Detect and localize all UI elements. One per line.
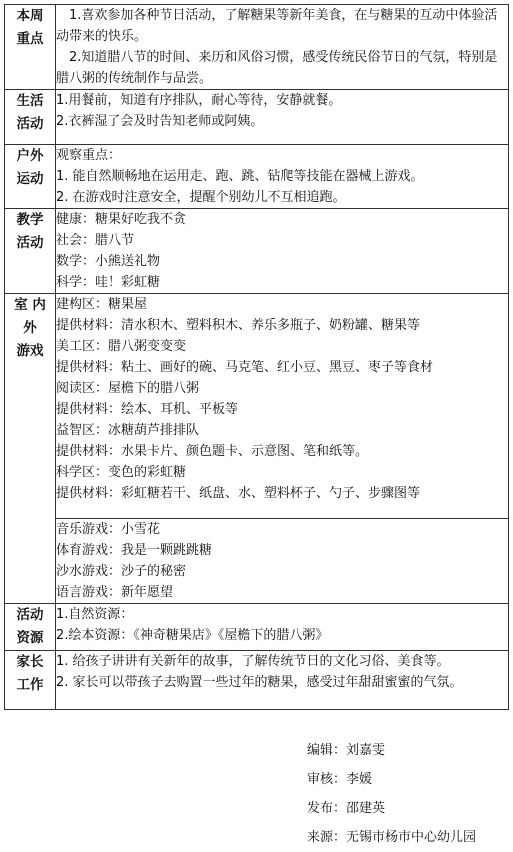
label-teaching-activity: 教学 活动 bbox=[5, 209, 56, 294]
label-outdoor-sport: 户外 运动 bbox=[5, 145, 56, 209]
source-credit: 来源：无锡市杨市中心幼儿园 bbox=[307, 830, 477, 845]
row-outdoor-games bbox=[5, 519, 509, 604]
content-area-games bbox=[56, 294, 509, 519]
row-activity-resources bbox=[5, 604, 509, 651]
weekly-plan-table bbox=[4, 4, 509, 710]
content-life-activity bbox=[56, 90, 509, 145]
teaching-line-2: 社会：腊八节 bbox=[56, 233, 135, 248]
label-life-activity: 生活 活动 bbox=[5, 90, 56, 145]
outdoor-line-1: 观察重点： bbox=[56, 148, 122, 163]
row-outdoor-sport bbox=[5, 145, 509, 209]
life-line-1: 1.用餐前，知道有序排队，耐心等待，安静就餐。 bbox=[56, 93, 342, 108]
label-weekly-focus: 本周 重点 bbox=[5, 5, 56, 90]
label-games: 室 内 外 游戏 bbox=[5, 294, 56, 604]
teaching-line-1: 健康：糖果好吃我不贪 bbox=[56, 212, 187, 227]
label-parent-work: 家长 工作 bbox=[5, 651, 56, 710]
parent-line-2: 2. 家长可以带孩子去购置一些过年的糖果，感受过年甜甜蜜蜜的气氛。 bbox=[56, 675, 463, 690]
row-indoor-games bbox=[5, 294, 509, 519]
focus-line-2: 2.知道腊八节的时间、来历和风俗习惯，感受传统民俗节日的气氛，特别是腊八粥的传统制作与品尝。 bbox=[56, 50, 498, 86]
teaching-line-3: 数学：小熊送礼物 bbox=[56, 254, 161, 269]
credits-footer bbox=[307, 736, 476, 852]
area-line-8: 提供材料：水果卡片、颜色题卡、示意图、笔和纸等。 bbox=[56, 444, 369, 459]
area-line-2: 提供材料：清水积木、塑料积木、养乐多瓶子、奶粉罐、糖果等 bbox=[56, 318, 421, 333]
content-outdoor-sport bbox=[56, 145, 509, 209]
game-line-1: 音乐游戏：小雪花 bbox=[56, 522, 161, 537]
parent-line-1: 1. 给孩子讲讲有关新年的故事，了解传统节日的文化习俗、美食等。 bbox=[56, 654, 450, 669]
row-weekly-focus bbox=[5, 5, 509, 90]
focus-line-1: 1.喜欢参加各种节日活动，了解糖果等新年美食，在与糖果的互动中体验活动带来的快乐。 bbox=[56, 8, 498, 44]
area-line-1: 建构区：糖果屋 bbox=[56, 297, 148, 312]
game-line-3: 沙水游戏：沙子的秘密 bbox=[56, 564, 187, 579]
row-teaching-activity bbox=[5, 209, 509, 294]
resources-line-1: 1.自然资源： bbox=[56, 607, 134, 622]
teaching-line-4: 科学：哇！彩虹糖 bbox=[56, 275, 161, 290]
life-line-2: 2.衣裤湿了会及时告知老师或阿姨。 bbox=[56, 114, 264, 129]
content-teaching-activity bbox=[56, 209, 509, 294]
row-life-activity bbox=[5, 90, 509, 145]
area-line-5: 阅读区：屋檐下的腊八粥 bbox=[56, 381, 200, 396]
row-parent-work bbox=[5, 651, 509, 710]
game-line-2: 体育游戏：我是一颗跳跳糖 bbox=[56, 543, 213, 558]
game-line-4: 语言游戏：新年愿望 bbox=[56, 585, 174, 600]
editor-credit: 编辑：刘嘉雯 bbox=[307, 743, 386, 758]
publisher-credit: 发布：邵建英 bbox=[307, 801, 386, 816]
outdoor-line-2: 1. 能自然顺畅地在运用走、跑、跳、钻爬等技能在器械上游戏。 bbox=[56, 169, 424, 184]
area-line-7: 益智区：冰糖葫芦排排队 bbox=[56, 423, 200, 438]
label-activity-resources: 活动 资源 bbox=[5, 604, 56, 651]
area-line-6: 提供材料：绘本、耳机、平板等 bbox=[56, 402, 239, 417]
reviewer-credit: 审核：李媛 bbox=[307, 772, 373, 787]
content-parent-work bbox=[56, 651, 509, 710]
content-weekly-focus bbox=[56, 5, 509, 90]
area-line-3: 美工区：腊八粥变变变 bbox=[56, 339, 187, 354]
content-activity-resources bbox=[56, 604, 509, 651]
content-outdoor-games bbox=[56, 519, 509, 604]
outdoor-line-3: 2. 在游戏时注意安全，提醒个别幼儿不互相追跑。 bbox=[56, 190, 346, 205]
area-line-4: 提供材料：粘土、画好的碗、马克笔、红小豆、黑豆、枣子等食材 bbox=[56, 360, 434, 375]
resources-line-2: 2.绘本资源：《神奇糖果店》《屋檐下的腊八粥》 bbox=[56, 628, 329, 643]
area-line-10: 提供材料：彩虹糖若干、纸盘、水、塑料杯子、勺子、步骤图等 bbox=[56, 486, 421, 501]
area-line-9: 科学区：变色的彩虹糖 bbox=[56, 465, 187, 480]
